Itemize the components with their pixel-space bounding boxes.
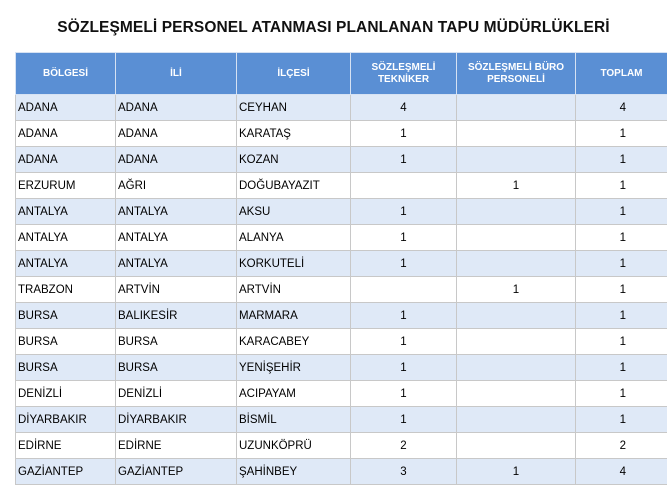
cell-il: BURSA xyxy=(116,355,237,381)
column-header-il: İLİ xyxy=(116,53,237,95)
cell-ilce: KARACABEY xyxy=(237,329,351,355)
page-title: SÖZLEŞMELİ PERSONEL ATANMASI PLANLANAN TAPU MÜDÜRLÜKLERİ xyxy=(57,19,610,36)
cell-tekniker: 1 xyxy=(351,381,457,407)
cell-ilce: AKSU xyxy=(237,199,351,225)
cell-buro xyxy=(457,381,576,407)
cell-bolge: BURSA xyxy=(16,355,116,381)
personnel-table xyxy=(15,52,667,485)
cell-bolge: ADANA xyxy=(16,95,116,121)
cell-tekniker: 2 xyxy=(351,433,457,459)
column-header-bolge: BÖLGESİ xyxy=(16,53,116,95)
cell-buro xyxy=(457,407,576,433)
cell-buro xyxy=(457,95,576,121)
cell-bolge: TRABZON xyxy=(16,277,116,303)
cell-toplam: 1 xyxy=(576,381,667,407)
table-row xyxy=(16,459,667,485)
cell-toplam: 1 xyxy=(576,329,667,355)
cell-tekniker: 1 xyxy=(351,121,457,147)
cell-toplam: 1 xyxy=(576,251,667,277)
cell-il: ANTALYA xyxy=(116,199,237,225)
column-header-toplam: TOPLAM xyxy=(576,53,667,95)
table-row xyxy=(16,381,667,407)
cell-bolge: ADANA xyxy=(16,147,116,173)
cell-toplam: 1 xyxy=(576,277,667,303)
column-header-tekniker: SÖZLEŞMELİ TEKNİKER xyxy=(351,53,457,95)
cell-ilce: ARTVİN xyxy=(237,277,351,303)
cell-bolge: ERZURUM xyxy=(16,173,116,199)
table-row xyxy=(16,95,667,121)
cell-buro xyxy=(457,199,576,225)
cell-tekniker: 1 xyxy=(351,251,457,277)
cell-ilce: UZUNKÖPRÜ xyxy=(237,433,351,459)
cell-ilce: KARATAŞ xyxy=(237,121,351,147)
cell-il: EDİRNE xyxy=(116,433,237,459)
cell-buro xyxy=(457,251,576,277)
cell-tekniker: 1 xyxy=(351,199,457,225)
cell-ilce: MARMARA xyxy=(237,303,351,329)
cell-toplam: 2 xyxy=(576,433,667,459)
cell-tekniker: 1 xyxy=(351,407,457,433)
cell-toplam: 1 xyxy=(576,355,667,381)
cell-buro: 1 xyxy=(457,277,576,303)
cell-toplam: 1 xyxy=(576,303,667,329)
cell-tekniker: 4 xyxy=(351,95,457,121)
table-row xyxy=(16,329,667,355)
cell-ilce: KOZAN xyxy=(237,147,351,173)
cell-bolge: ANTALYA xyxy=(16,251,116,277)
cell-ilce: CEYHAN xyxy=(237,95,351,121)
cell-bolge: ADANA xyxy=(16,121,116,147)
cell-toplam: 1 xyxy=(576,173,667,199)
table-row xyxy=(16,121,667,147)
table-row xyxy=(16,225,667,251)
cell-buro xyxy=(457,355,576,381)
cell-tekniker: 1 xyxy=(351,355,457,381)
cell-toplam: 1 xyxy=(576,407,667,433)
column-header-buro: SÖZLEŞMELİ BÜRO PERSONELİ xyxy=(457,53,576,95)
cell-il: ADANA xyxy=(116,121,237,147)
cell-il: ANTALYA xyxy=(116,225,237,251)
table-row xyxy=(16,407,667,433)
table-row xyxy=(16,355,667,381)
cell-buro xyxy=(457,121,576,147)
cell-tekniker: 1 xyxy=(351,225,457,251)
cell-ilce: ALANYA xyxy=(237,225,351,251)
table-row xyxy=(16,303,667,329)
cell-toplam: 4 xyxy=(576,95,667,121)
cell-il: DENİZLİ xyxy=(116,381,237,407)
table-row xyxy=(16,199,667,225)
cell-tekniker: 1 xyxy=(351,303,457,329)
cell-ilce: ACIPAYAM xyxy=(237,381,351,407)
cell-buro: 1 xyxy=(457,173,576,199)
cell-bolge: GAZİANTEP xyxy=(16,459,116,485)
cell-tekniker: 1 xyxy=(351,329,457,355)
cell-il: BURSA xyxy=(116,329,237,355)
cell-ilce: KORKUTELİ xyxy=(237,251,351,277)
table-row xyxy=(16,433,667,459)
table-body xyxy=(16,95,667,485)
cell-ilce: ŞAHİNBEY xyxy=(237,459,351,485)
cell-bolge: ANTALYA xyxy=(16,225,116,251)
table-row xyxy=(16,147,667,173)
cell-toplam: 4 xyxy=(576,459,667,485)
cell-ilce: BİSMİL xyxy=(237,407,351,433)
table-row xyxy=(16,251,667,277)
cell-bolge: BURSA xyxy=(16,303,116,329)
cell-buro xyxy=(457,225,576,251)
cell-toplam: 1 xyxy=(576,147,667,173)
cell-buro xyxy=(457,303,576,329)
cell-tekniker: 1 xyxy=(351,147,457,173)
cell-il: ADANA xyxy=(116,147,237,173)
cell-il: ARTVİN xyxy=(116,277,237,303)
cell-il: ANTALYA xyxy=(116,251,237,277)
cell-il: GAZİANTEP xyxy=(116,459,237,485)
cell-toplam: 1 xyxy=(576,121,667,147)
cell-tekniker xyxy=(351,277,457,303)
cell-il: AĞRI xyxy=(116,173,237,199)
cell-il: DİYARBAKIR xyxy=(116,407,237,433)
cell-il: ADANA xyxy=(116,95,237,121)
cell-bolge: ANTALYA xyxy=(16,199,116,225)
cell-bolge: BURSA xyxy=(16,329,116,355)
cell-bolge: EDİRNE xyxy=(16,433,116,459)
table-row xyxy=(16,173,667,199)
cell-toplam: 1 xyxy=(576,225,667,251)
column-header-ilce: İLÇESİ xyxy=(237,53,351,95)
cell-bolge: DİYARBAKIR xyxy=(16,407,116,433)
cell-buro: 1 xyxy=(457,459,576,485)
cell-bolge: DENİZLİ xyxy=(16,381,116,407)
header-row xyxy=(16,53,667,95)
cell-il: BALIKESİR xyxy=(116,303,237,329)
cell-buro xyxy=(457,433,576,459)
cell-toplam: 1 xyxy=(576,199,667,225)
cell-tekniker xyxy=(351,173,457,199)
cell-buro xyxy=(457,329,576,355)
table-row xyxy=(16,277,667,303)
cell-ilce: DOĞUBAYAZIT xyxy=(237,173,351,199)
table-header xyxy=(16,53,667,95)
cell-buro xyxy=(457,147,576,173)
cell-tekniker: 3 xyxy=(351,459,457,485)
cell-ilce: YENİŞEHİR xyxy=(237,355,351,381)
